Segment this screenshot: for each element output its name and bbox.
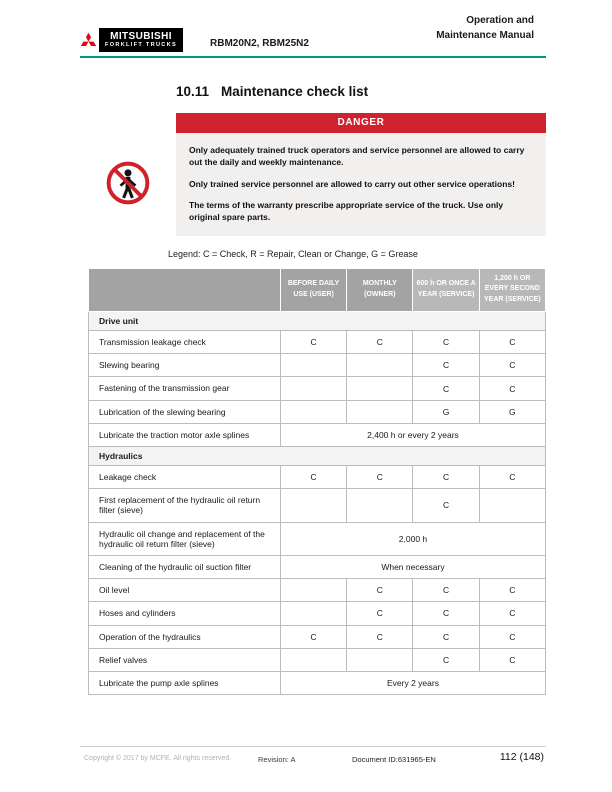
col-header-1200h: 1,200 h OR EVERY SECOND YEAR (SERVICE) [479,268,545,312]
table-row [89,522,546,555]
row-label: Oil level [89,579,281,602]
row-label: Fastening of the transmission gear [89,377,281,400]
col-header-monthly: MONTHLY (OWNER) [347,268,413,312]
interval-cell: 2,400 h or every 2 years [280,423,545,446]
danger-paragraph: The terms of the warranty prescribe appropriate service of the truck. Use only original spare parts. [189,199,504,223]
danger-body [176,133,546,236]
check-cell [280,579,346,602]
check-cell: C [347,331,413,354]
check-cell: C [479,331,545,354]
check-cell: C [479,579,545,602]
section-row-hydraulics [89,447,546,466]
header-rule [80,56,546,58]
section-number: 10.11 [176,84,210,99]
manual-title-line2: Maintenance Manual [436,29,534,41]
check-cell: C [413,602,479,625]
section-name: Drive unit [89,312,546,331]
page-title [176,84,546,99]
table-row [89,400,546,423]
check-cell: C [280,625,346,648]
row-label: Hydraulic oil change and replacement of the hydraulic oil return filter (sieve) [89,522,281,555]
copyright-text: Copyright © 2017 by MCFE. All rights reserved. [84,755,232,762]
check-cell [347,489,413,522]
page-header [80,12,546,56]
mitsubishi-diamonds-icon [80,32,97,47]
check-cell: C [413,648,479,671]
table-row [89,331,546,354]
check-cell: C [413,625,479,648]
check-cell [347,377,413,400]
danger-label: DANGER [176,113,546,133]
row-label: Slewing bearing [89,354,281,377]
page-footer [80,746,546,772]
maintenance-table [88,268,546,696]
interval-cell: When necessary [280,555,545,578]
check-cell [280,648,346,671]
prohibition-icon [106,161,150,205]
row-label: Lubricate the pump axle splines [89,671,281,694]
brand-box [99,28,183,52]
table-row [89,555,546,578]
danger-block [88,113,546,236]
section-name: Hydraulics [89,447,546,466]
check-cell: C [479,648,545,671]
col-header-empty [89,268,281,312]
row-label: First replacement of the hydraulic oil return filter (sieve) [89,489,281,522]
table-row [89,489,546,522]
row-label: Leakage check [89,466,281,489]
check-cell: C [413,377,479,400]
check-cell: C [347,466,413,489]
check-cell: G [479,400,545,423]
document-id: Document ID:631965-EN [352,755,436,764]
check-cell [347,648,413,671]
row-label: Lubrication of the slewing bearing [89,400,281,423]
revision-text: Revision: A [258,755,296,764]
check-cell [280,489,346,522]
check-cell [280,354,346,377]
section-title-text: Maintenance check list [221,84,369,99]
row-label: Transmission leakage check [89,331,281,354]
table-row [89,466,546,489]
danger-paragraph: Only trained service personnel are allowed to carry out other service operations! [189,178,515,189]
row-label: Relief valves [89,648,281,671]
row-label: Cleaning of the hydraulic oil suction filter [89,555,281,578]
brand-logo [80,28,183,52]
check-cell [347,354,413,377]
check-cell [280,602,346,625]
manual-title [436,14,534,43]
model-number: RBM20N2, RBM25N2 [210,38,309,49]
section-row-drive-unit [89,312,546,331]
check-cell: C [479,625,545,648]
col-header-600h: 600 h OR ONCE A YEAR (SERVICE) [413,268,479,312]
danger-box [176,113,546,236]
check-cell: C [347,602,413,625]
legend-text: Legend: C = Check, R = Repair, Clean or Change, G = Grease [168,248,418,259]
check-cell: C [280,331,346,354]
row-label: Hoses and cylinders [89,602,281,625]
check-cell: C [413,579,479,602]
check-cell: G [413,400,479,423]
check-cell: C [347,625,413,648]
interval-cell: Every 2 years [280,671,545,694]
check-cell: C [413,466,479,489]
table-row [89,354,546,377]
check-cell [280,377,346,400]
danger-paragraph: Only adequately trained truck operators and service personnel are allowed to carry out the daily and weekly maintenance. [189,145,525,168]
page-number: 112 (148) [499,751,544,763]
col-header-before-daily-use: BEFORE DAILY USE (USER) [280,268,346,312]
check-cell [347,400,413,423]
table-row [89,625,546,648]
brand-subtitle: FORKLIFT TRUCKS [105,42,178,48]
table-row [89,423,546,446]
check-cell: C [280,466,346,489]
interval-cell: 2,000 h [280,522,545,555]
brand-name: MITSUBISHI [110,31,172,42]
manual-title-line1: Operation and [466,15,534,26]
check-cell: C [479,466,545,489]
check-cell: C [479,602,545,625]
check-cell [479,489,545,522]
table-header-row [89,268,546,312]
table-row [89,579,546,602]
row-label: Operation of the hydraulics [89,625,281,648]
check-cell: C [413,354,479,377]
check-cell: C [479,354,545,377]
check-cell: C [479,377,545,400]
table-row [89,377,546,400]
table-row [89,602,546,625]
table-row [89,648,546,671]
check-cell [280,400,346,423]
page-content [88,84,546,695]
table-row [89,671,546,694]
check-cell: C [347,579,413,602]
check-cell: C [413,331,479,354]
check-cell: C [413,489,479,522]
row-label: Lubricate the traction motor axle splines [89,423,281,446]
